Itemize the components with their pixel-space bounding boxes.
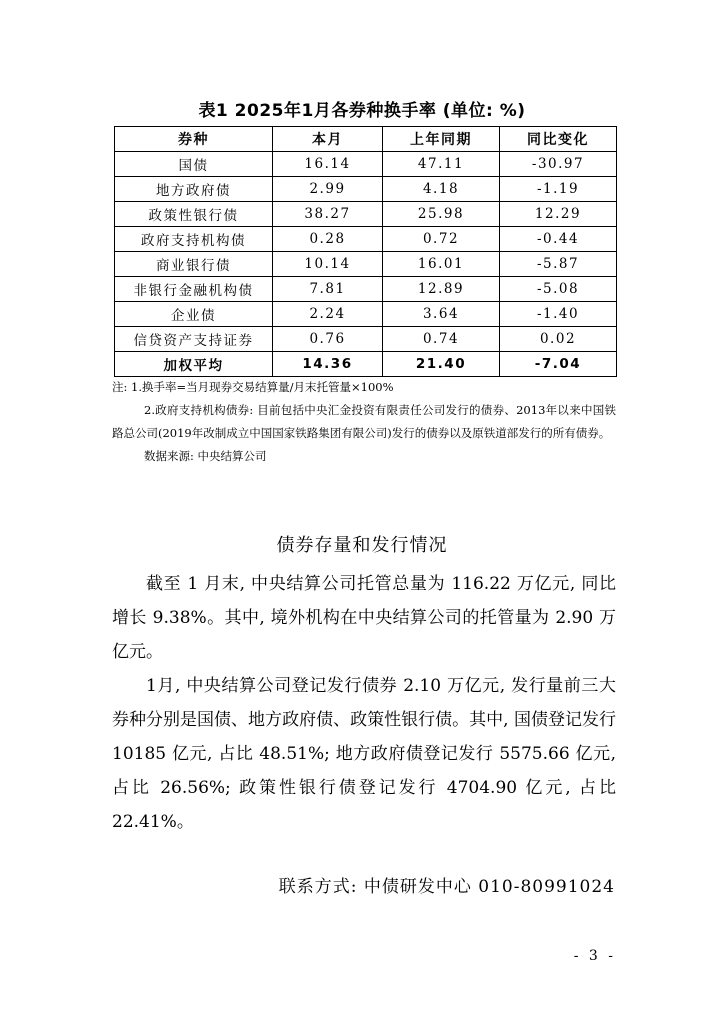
- paragraph-custody: 截至 1 月末, 中央结算公司托管总量为 116.22 万亿元, 同比增长 9.38%。其中, 境外机构在中央结算公司的托管量为 2.90 万亿元。: [112, 574, 616, 662]
- total-label-cell: 加权平均: [115, 352, 273, 377]
- current-cell: 2.24: [273, 302, 383, 327]
- change-cell: -5.08: [500, 277, 617, 302]
- change-cell: 12.29: [500, 202, 617, 227]
- header-current-month: 本月: [273, 127, 383, 152]
- table-row: [115, 202, 617, 227]
- bond-type-cell: 政府支持机构债: [115, 227, 273, 252]
- current-cell: 7.81: [273, 277, 383, 302]
- header-yoy-change: 同比变化: [500, 127, 617, 152]
- total-last-year-cell: 21.40: [383, 352, 500, 377]
- current-cell: 2.99: [273, 177, 383, 202]
- last-year-cell: 4.18: [383, 177, 500, 202]
- last-year-cell: 3.64: [383, 302, 500, 327]
- last-year-cell: 47.11: [383, 152, 500, 177]
- table-title: 表1 2025年1月各券种换手率 (单位: %): [198, 101, 526, 121]
- header-bond-type: 券种: [115, 127, 273, 152]
- bond-type-cell: 地方政府债: [115, 177, 273, 202]
- section-body: [112, 567, 616, 839]
- total-change-cell: -7.04: [500, 352, 617, 377]
- last-year-cell: 12.89: [383, 277, 500, 302]
- bond-type-cell: 非银行金融机构债: [115, 277, 273, 302]
- current-cell: 38.27: [273, 202, 383, 227]
- contact-info: 联系方式: 中债研发中心 010-80991024: [278, 877, 615, 897]
- change-cell: -30.97: [500, 152, 617, 177]
- table-row: [115, 152, 617, 177]
- table-row: [115, 227, 617, 252]
- change-cell: -5.87: [500, 252, 617, 277]
- table-row: [115, 277, 617, 302]
- table-total-row: [115, 352, 617, 377]
- table-header-row: [115, 127, 617, 152]
- note-1: 注: 1.换手率=当月现券交易结算量/月末托管量×100%: [112, 380, 394, 394]
- last-year-cell: 0.74: [383, 327, 500, 352]
- current-cell: 0.28: [273, 227, 383, 252]
- note-2: 2.政府支持机构债券: 目前包括中央汇金投资有限责任公司发行的债券、2013年以来中国铁路总公司(2019年改制成立中国国家铁路集团有限公司)发行的债券以及原铁道部发行的所有债券。: [112, 403, 616, 440]
- bond-type-cell: 政策性银行债: [115, 202, 273, 227]
- page-number: - 3 -: [573, 948, 616, 964]
- table-row: [115, 327, 617, 352]
- current-cell: 0.76: [273, 327, 383, 352]
- bond-type-cell: 国债: [115, 152, 273, 177]
- bond-type-cell: 信贷资产支持证券: [115, 327, 273, 352]
- change-cell: 0.02: [500, 327, 617, 352]
- change-cell: -1.40: [500, 302, 617, 327]
- total-current-cell: 14.36: [273, 352, 383, 377]
- change-cell: -0.44: [500, 227, 617, 252]
- last-year-cell: 25.98: [383, 202, 500, 227]
- data-source: 数据来源: 中央结算公司: [144, 449, 267, 463]
- table-row: [115, 177, 617, 202]
- current-cell: 16.14: [273, 152, 383, 177]
- bond-type-cell: 企业债: [115, 302, 273, 327]
- last-year-cell: 16.01: [383, 252, 500, 277]
- last-year-cell: 0.72: [383, 227, 500, 252]
- turnover-table: [114, 126, 617, 377]
- current-cell: 10.14: [273, 252, 383, 277]
- table-row: [115, 302, 617, 327]
- header-last-year: 上年同期: [383, 127, 500, 152]
- section-title: 债券存量和发行情况: [276, 535, 448, 556]
- paragraph-issuance: 1月, 中央结算公司登记发行债券 2.10 万亿元, 发行量前三大券种分别是国债、地方政府债、政策性银行债。其中, 国债登记发行 10185 亿元, 占比 48.51%; 地方政府债登记发行 5575.66 亿元, 占比 26.56%; 政策性银行债登记发行 4704.90 亿元, 占比 22.41%。: [112, 676, 616, 832]
- table-row: [115, 252, 617, 277]
- table-notes: [112, 376, 616, 468]
- change-cell: -1.19: [500, 177, 617, 202]
- bond-type-cell: 商业银行债: [115, 252, 273, 277]
